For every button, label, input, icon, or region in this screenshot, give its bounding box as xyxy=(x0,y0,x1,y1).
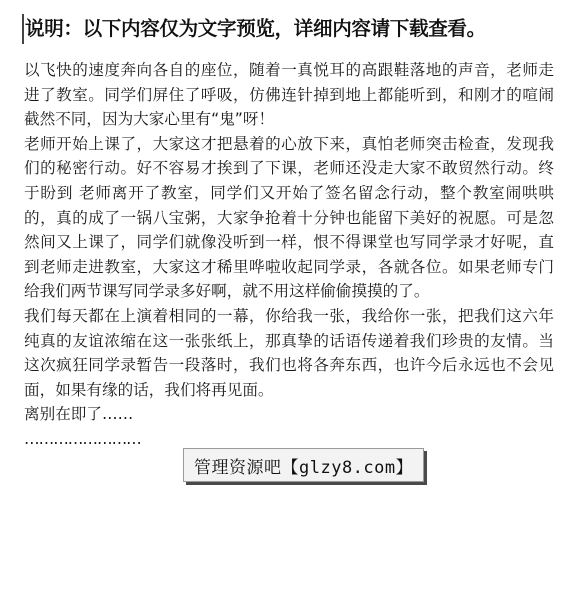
article-body xyxy=(24,58,554,452)
preview-notice-text: 说明：以下内容仅为文字预览，详细内容请下载查看。 xyxy=(25,17,486,40)
paragraph-3: 我们每天都在上演着相同的一幕，你给我一张，我给你一张，把我们这六年纯真的友谊浓缩在这一张张纸上，那真挚的话语传递着我们珍贵的友情。当这次疯狂同学录暂告一段落时，我们也将各奔东西，也许今后永远也不会见面，如果有缘的话，我们将再见面。 xyxy=(24,306,554,399)
watermark-text: 管理资源吧【glzy8.com】 xyxy=(194,457,414,478)
paragraph-2: 老师开始上课了，大家这才把悬着的心放下来，真怕老师突击检查，发现我们的秘密行动。好不容易才挨到了下课，老师还没走大家不敢贸然行动。终 于盼到 老师离开了教室，同学们又开始了签名留念行动，整个教室闹哄哄的，真的成了一锅八宝粥，大家争抢着十分钟也能留下美好的祝愿。可是忽然间又上课了，同学们就像没听到一样，恨不得课堂也写同学录才好呢，直到老师走进教室，大家这才稀里哗啦收起同学录，各就各位。如果老师专门给我们两节课写同学录多好啊，就不用这样偷偷摸摸的了。 xyxy=(24,134,554,301)
paragraph-4: 离别在即了…… xyxy=(24,405,134,424)
ending-dots: …………………… xyxy=(24,429,141,448)
watermark-banner xyxy=(183,448,424,482)
paragraph-1: 以飞快的速度奔向各自的座位，随着一真悦耳的高跟鞋落地的声音，老师走进了教室。同学们屏住了呼吸，仿佛连针掉到地上都能听到，和刚才的喧闹截然不同，因为大家心里有“鬼”呀！ xyxy=(24,61,554,129)
preview-notice xyxy=(22,14,486,44)
